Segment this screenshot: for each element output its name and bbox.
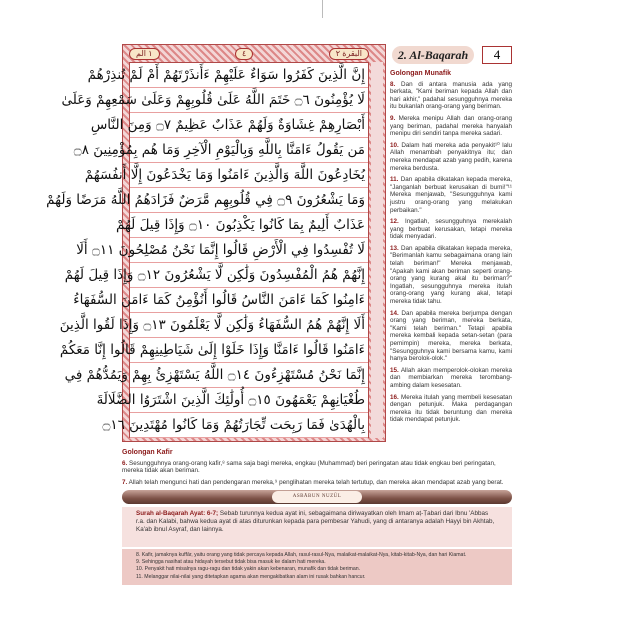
ayah-line: مَن يَقُولُ ءَامَنَّا بِاللَّهِ وَبِالْيَوْمِ الْآخِرِ وَمَا هُم بِمُؤْمِنِينَ ۝٨ <box>130 138 368 163</box>
verse-translation <box>390 245 512 306</box>
verse-number: 12. <box>390 218 399 226</box>
verse-translation <box>390 176 512 214</box>
verse-text: Dan apabila dikatakan kepada mereka, "Janganlah berbuat kerusakan di bumi!"¹¹ Mereka menjawab, "Sesungguhnya kami justru orang-orang yang melakukan perbaikan." <box>390 176 513 214</box>
verse-translation <box>390 367 512 390</box>
verse-translation <box>390 310 512 363</box>
quran-header <box>129 48 369 60</box>
footnotes <box>122 549 512 585</box>
section-heading: Golongan Munafik <box>390 70 452 77</box>
arabic-page-number: ٤ <box>235 48 253 60</box>
verse-number: 16. <box>390 393 399 401</box>
ayah-line: ءَامَنُوا قَالُوا ءَامَنَّا وَإِذَا خَلَوْا إِلَىٰ شَيَاطِينِهِمْ قَالُوا إِنَّا مَعَكُمْ <box>130 338 368 363</box>
asbab-label: ASBĀBUN NUZŪL <box>272 491 362 503</box>
ayah-line: طُغْيَانِهِمْ يَعْمَهُونَ ۝١٥ أُولَٰئِكَ الَّذِينَ اشْتَرَوُا الضَّلَالَةَ <box>130 388 368 413</box>
verse-translation <box>390 218 512 241</box>
ayah-line: عَذَابٌ أَلِيمٌ بِمَا كَانُوا يَكْذِبُونَ ۝١٠ وَإِذَا قِيلَ لَهُمْ <box>130 213 368 238</box>
ayah-line: إِنَّمَا نَحْنُ مُسْتَهْزِءُونَ ۝١٤ اللَّهُ يَسْتَهْزِئُ بِهِمْ وَيَمُدُّهُمْ فِي <box>130 363 368 388</box>
footnote: 10. Penyakit hati misalnya ragu-ragu dan tidak yakin akan kebenaran, munafik dan tidak beriman. <box>136 566 361 573</box>
verse-text: Dan apabila mereka berjumpa dengan orang yang beriman, mereka berkata, "Kami telah beriman." Tetapi apabila mereka kembali kepada setan-setan (para pemimpin) mereka, mereka berkata, "Sesungguhnya kami bersama kamu, kami hanya berolok-olok." <box>390 309 512 363</box>
verse-number: 13. <box>390 244 399 252</box>
verse-text: Dalam hati mereka ada penyakit¹⁰ lalu Allah menambah penyakitnya itu; dan mereka mendapat azab yang pedih, karena mereka berdusta. <box>390 141 513 172</box>
verse-number: 8. <box>390 80 396 88</box>
verse-number: 7. <box>122 478 128 486</box>
ayah-line: وَمَا يَشْعُرُونَ ۝٩ فِي قُلُوبِهِم مَّرَضٌ فَزَادَهُمُ اللَّهُ مَرَضًا وَلَهُمْ <box>130 188 368 213</box>
footnote: 9. Sehingga nasihat atau hidayah tersebut tidak bisa masuk ke dalam hati mereka. <box>136 559 326 566</box>
footnote: 11. Melanggar nilai-nilai yang ditetapkan agama akan mengakibatkan alam ini rusak bahkan hancur. <box>136 573 366 580</box>
translation-bottom <box>122 449 512 490</box>
ayah-line: ءَامِنُوا كَمَا ءَامَنَ النَّاسُ قَالُوا أَنُؤْمِنُ كَمَا ءَامَنَ السُّفَهَاءُ <box>130 288 368 313</box>
margin-ornament <box>371 62 383 438</box>
verse-text: Dan apabila dikatakan kepada mereka, "Berimanlah kamu sebagaimana orang lain telah beriman!" Mereka menjawab, "Apakah kami akan beriman seperti orang-orang yang kurang akal itu beriman?" Ingatlah, sesungguhnya mereka itulah orang-orang yang kurang akal, tetapi mereka tidak tahu. <box>390 244 512 306</box>
section-heading: Golongan Kafir <box>122 449 173 456</box>
ayah-line: يُخَادِعُونَ اللَّهَ وَالَّذِينَ ءَامَنُوا وَمَا يَخْدَعُونَ إِلَّا أَنفُسَهُمْ <box>130 163 368 188</box>
juz-label: ١ الم <box>129 48 160 60</box>
surah-label: البقرة ٢ <box>329 48 369 60</box>
verse-text: Sesungguhnya orang-orang kafir,⁸ sama saja bagi mereka, engkau (Muhammad) beri peringatan atau tidak engkau beri peringatan, mereka tidak akan beriman. <box>122 459 496 475</box>
verse-translation <box>390 394 512 424</box>
ayah-line: بِالْهُدَىٰ فَمَا رَبِحَت تِّجَارَتُهُمْ وَمَا كَانُوا مُهْتَدِينَ ۝١٦ <box>130 413 368 438</box>
asbab-bar <box>122 490 512 504</box>
verse-text: Mereka menipu Allah dan orang-orang yang beriman, padahal mereka hanyalah menipu diri sendiri tanpa mereka sadari. <box>390 114 512 138</box>
verse-translation <box>390 115 512 138</box>
asbab-box <box>122 507 512 547</box>
verse-number: 6. <box>122 459 128 467</box>
quran-frame <box>46 44 386 442</box>
page-number: 4 <box>482 46 512 64</box>
footnote: 8. Kafir, jamaknya kuffār, yaitu orang yang tidak percaya kepada Allah, rasul-rasul-Nya, malaikat-malaikat-Nya, kitab-kitab-Nya, dan hari Kiamat. <box>136 552 467 558</box>
translation-column <box>390 70 512 428</box>
asbab-ref: Surah al-Baqarah Ayat: 6-7; <box>136 510 219 517</box>
verse-number: 15. <box>390 366 399 374</box>
verse-number: 10. <box>390 141 399 149</box>
verse-text: Allah akan memperolok-olokan mereka dan membiarkan mereka terombang-ambing dalam kesesatan. <box>390 366 512 389</box>
surah-title: 2. Al-Baqarah <box>392 46 474 64</box>
verse-text: Dan di antara manusia ada yang berkata, "Kami beriman kepada Allah dan hari akhir," padahal sesungguhnya mereka itu bukanlah orang-orang yang beriman. <box>390 80 512 111</box>
asbab-text: Sebab turunnya kedua ayat ini, sebagaimana diriwayatkan oleh Imam aṭ-Ṭabari dari Ibnu 'Abbas r.a. dan Kalabi, bahwa kedua ayat di atas diturunkan kepada para pembesar Yahudi, yang di antaranya adalah Hayyi bin Akhtab, Ka'ab ibnul Asyraf, dan lainnya. <box>136 510 495 533</box>
verse-number: 14. <box>390 309 399 317</box>
verse-text: Mereka itulah yang membeli kesesatan dengan petunjuk. Maka perdagangan mereka itu tidak beruntung dan mereka tidak mendapat petunjuk. <box>390 393 513 424</box>
verse-text: Allah telah mengunci hati dan pendengaran mereka,⁹ penglihatan mereka telah tertutup, dan mereka akan mendapat azab yang berat. <box>128 478 504 486</box>
verse-text: Ingatlah, sesungguhnya merekalah yang berbuat kerusakan, tetapi mereka tidak menyadari. <box>390 218 512 241</box>
verse-number: 9. <box>390 114 396 122</box>
ayah-line: إِنَّهُمْ هُمُ الْمُفْسِدُونَ وَلَٰكِن لَّا يَشْعُرُونَ ۝١٢ وَإِذَا قِيلَ لَهُمْ <box>130 263 368 288</box>
ayah-line: أَبْصَارِهِمْ غِشَاوَةٌ وَلَهُمْ عَذَابٌ عَظِيمٌ ۝٧ وَمِنَ النَّاسِ <box>130 113 368 138</box>
ayah-line: لَا يُؤْمِنُونَ ۝٦ خَتَمَ اللَّهُ عَلَىٰ قُلُوبِهِمْ وَعَلَىٰ سَمْعِهِمْ وَعَلَىٰ <box>130 88 368 113</box>
ayah-line: إِنَّ الَّذِينَ كَفَرُوا سَوَاءٌ عَلَيْهِمْ ءَأَنذَرْتَهُمْ أَمْ لَمْ تُنذِرْهُمْ <box>130 63 368 88</box>
quran-text <box>46 62 369 438</box>
verse-number: 11. <box>390 176 399 184</box>
ayah-line: أَلَا إِنَّهُمْ هُمُ السُّفَهَاءُ وَلَٰكِن لَّا يَعْلَمُونَ ۝١٣ وَإِذَا لَقُوا الَّذِينَ <box>130 313 368 338</box>
verse-translation <box>390 142 512 172</box>
ayah-line: لَا تُفْسِدُوا فِي الْأَرْضِ قَالُوا إِنَّمَا نَحْنُ مُصْلِحُونَ ۝١١ أَلَا <box>130 238 368 263</box>
verse-translation <box>122 479 512 487</box>
page-fold <box>322 0 323 18</box>
verse-translation <box>122 460 512 475</box>
verse-translation <box>390 81 512 111</box>
